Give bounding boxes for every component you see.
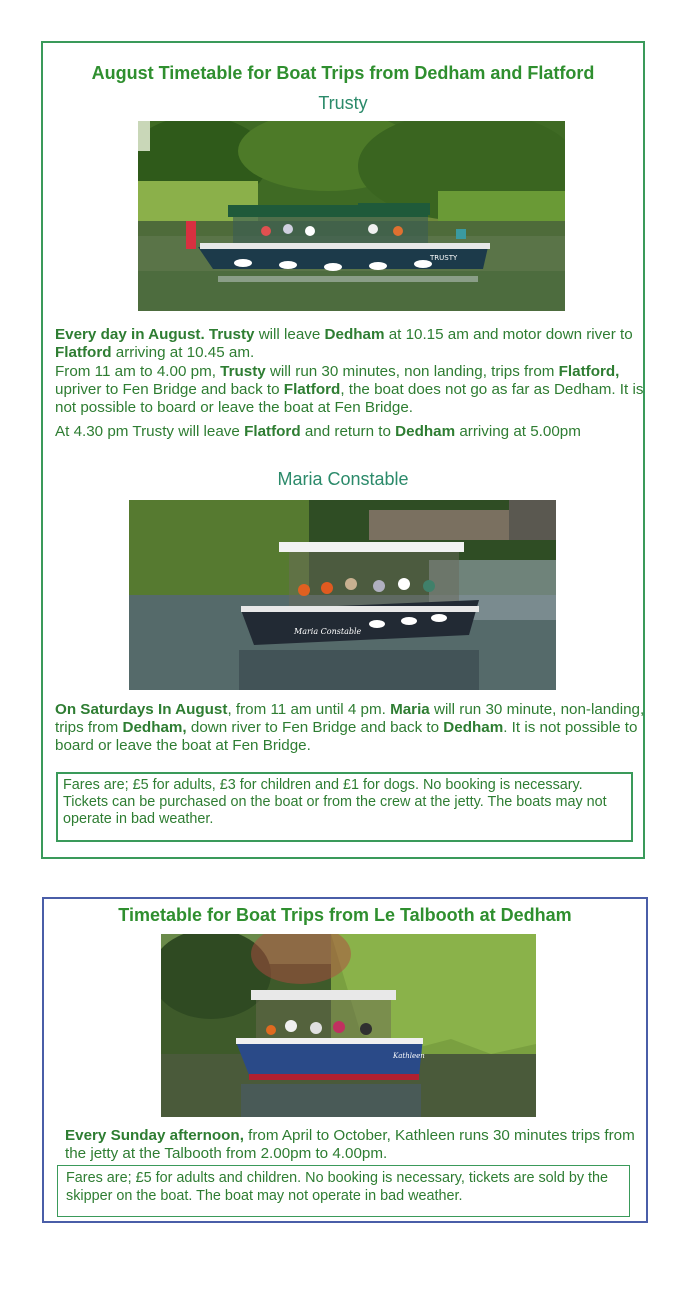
august-fares-box: Fares are; £5 for adults, £3 for children and £1 for dogs. No booking is necessary. Tickets can be purchased on the boat or from the crew at the jetty. The boats may not operate in bad weather. [56, 772, 633, 842]
maria-constable-boat-photo [129, 500, 556, 690]
talbooth-timetable-section [42, 897, 648, 1223]
august-timetable-section [41, 41, 645, 859]
kathleen-hull-text: Kathleen [393, 1052, 425, 1060]
trusty-heading: Trusty [318, 93, 368, 113]
trusty-daily-paragraph: Every day in August. Trusty will leave Dedham at 10.15 am and motor down river to Flatford arriving at 10.45 am. [55, 326, 633, 361]
talbooth-title: Timetable for Boat Trips from Le Talbooth at Dedham [118, 905, 572, 925]
august-title: August Timetable for Boat Trips from Dedham and Flatford [91, 63, 595, 83]
maria-constable-heading: Maria Constable [277, 469, 409, 489]
talbooth-fares-box: Fares are; £5 for adults and children. No booking is necessary, tickets are sold by the skipper on the boat. The boat may not operate in bad weather. [57, 1165, 630, 1217]
trusty-hull-text: TRUSTY [430, 254, 458, 262]
trusty-return-paragraph: At 4.30 pm Trusty will leave Flatford and return to Dedham arriving at 5.00pm [55, 423, 581, 440]
kathleen-boat-photo [161, 934, 536, 1117]
maria-hull-text: Maria Constable [294, 627, 362, 636]
kathleen-sunday-paragraph: Every Sunday afternoon, from April to October, Kathleen runs 30 minutes trips from the jetty at the Talbooth from 2.00pm to 4.00pm. [65, 1127, 635, 1162]
trusty-flatford-paragraph: From 11 am to 4.00 pm, Trusty will run 30 minutes, non landing, trips from Flatford, upriver to Fen Bridge and back to Flatford, the boat does not go as far as Dedham. It is not possible to board or leave the boat at Fen Bridge. [55, 363, 644, 416]
maria-saturday-paragraph: On Saturdays In August, from 11 am until 4 pm. Maria will run 30 minute, non-landing, trips from Dedham, down river to Fen Bridge and back to Dedham. It is not possible to board or leave the boat at Fen Bridge. [55, 701, 645, 754]
trusty-boat-photo [138, 121, 565, 311]
